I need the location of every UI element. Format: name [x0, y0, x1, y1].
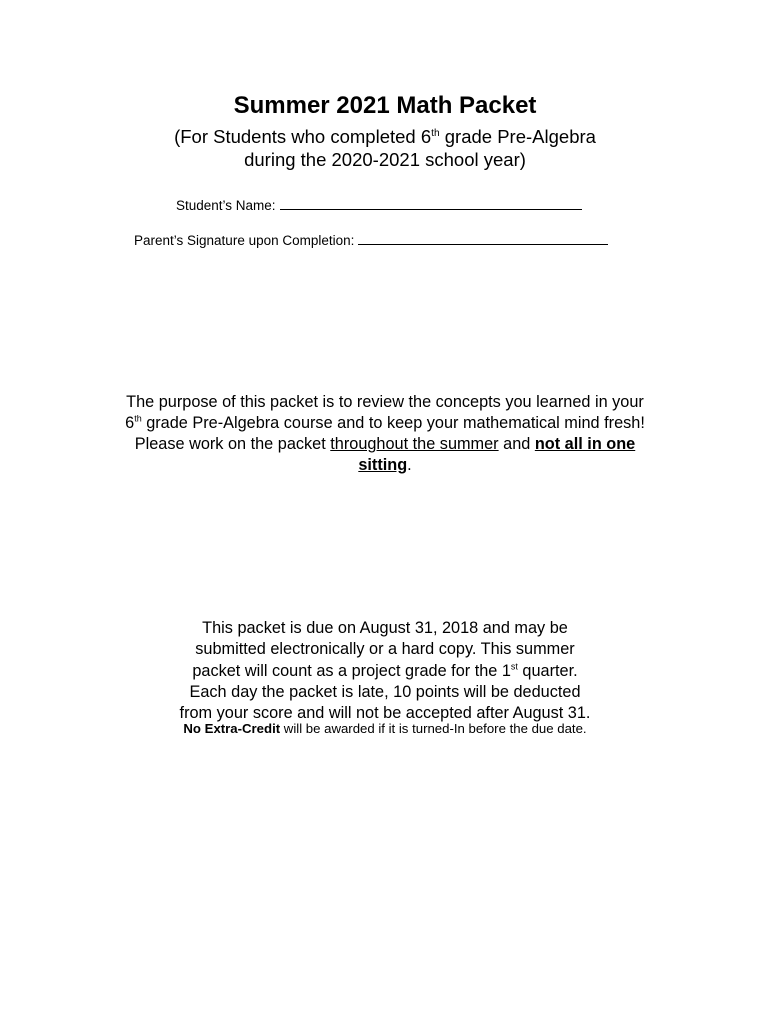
- parent-signature-blank[interactable]: [358, 231, 608, 245]
- due-line-4: Each day the packet is late, 10 points will be deducted: [189, 682, 581, 701]
- purpose-line-2-text: grade Pre-Algebra course and to keep your mathematical mind fresh!: [141, 414, 645, 432]
- student-name-field: [176, 196, 582, 213]
- purpose-line-1: The purpose of this packet is to review the concepts you learned in your: [126, 393, 644, 411]
- purpose-line-3-mid: and: [498, 435, 535, 453]
- page-subtitle: [0, 125, 770, 171]
- page-title: Summer 2021 Math Packet: [233, 92, 537, 119]
- extra-credit-bold: No Extra-Credit: [183, 721, 281, 736]
- extra-credit-note: [0, 721, 770, 736]
- due-line-3-text: packet will count as a project grade for the 1: [192, 661, 511, 680]
- subtitle-line-1-rest: grade Pre-Algebra: [439, 126, 596, 147]
- purpose-line-3: [0, 434, 770, 455]
- subtitle-ordinal-suffix: th: [431, 127, 440, 139]
- due-ordinal-suffix: st: [510, 661, 518, 672]
- subtitle-line-1: [0, 125, 770, 148]
- purpose-line-4-period: .: [407, 456, 412, 474]
- due-paragraph: [0, 618, 770, 724]
- due-line-3: [0, 661, 770, 682]
- purpose-line-3-text: Please work on the packet: [134, 435, 331, 453]
- purpose-line-4: [0, 455, 770, 476]
- purpose-line-2-number: 6: [125, 414, 135, 432]
- purpose-emphasis-sitting: sitting: [358, 456, 408, 474]
- student-name-blank[interactable]: [280, 196, 582, 210]
- parent-signature-field: [134, 231, 608, 248]
- extra-credit-text: will be awarded if it is turned-In before the due date.: [280, 721, 587, 736]
- due-line-5: from your score and will not be accepted after August 31.: [179, 704, 591, 723]
- parent-signature-label: Parent’s Signature upon Completion:: [134, 233, 355, 248]
- purpose-emphasis-summer: throughout the summer: [330, 435, 499, 453]
- purpose-line-2: [0, 413, 770, 434]
- subtitle-line-1-text: (For Students who completed 6: [174, 126, 432, 147]
- subtitle-line-2: during the 2020-2021 school year): [244, 149, 526, 170]
- purpose-paragraph: [0, 392, 770, 476]
- due-line-2: submitted electronically or a hard copy. This summer: [195, 640, 575, 659]
- due-line-3-rest: quarter.: [517, 661, 578, 680]
- due-line-1: This packet is due on August 31, 2018 and may be: [202, 619, 568, 637]
- purpose-ordinal-suffix: th: [134, 413, 142, 424]
- purpose-emphasis-not-all: not all in one: [534, 435, 636, 453]
- student-name-label: Student’s Name:: [176, 198, 276, 213]
